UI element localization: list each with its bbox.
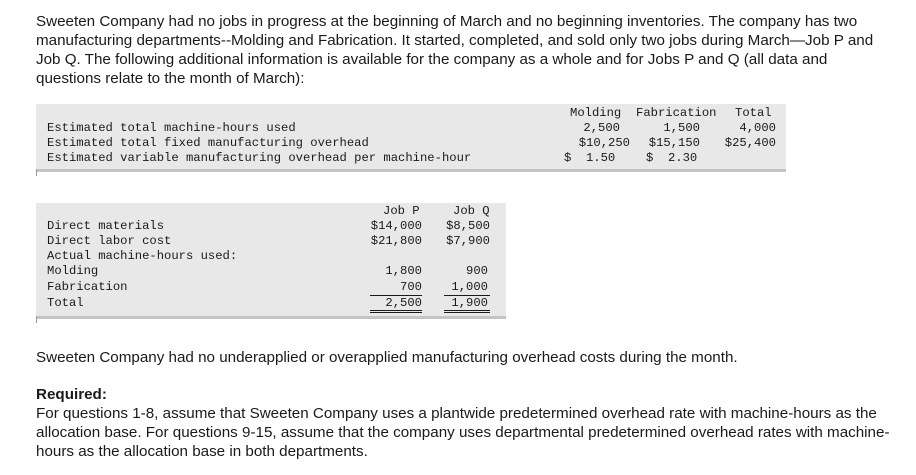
note-paragraph: Sweeten Company had no underapplied or overapplied manufacturing overhead costs during the month. (36, 349, 738, 366)
value-job-q-total-row: 1,000 (451, 280, 488, 294)
value-fabrication-machine-hours: 1,500 (663, 121, 700, 135)
value-job-p-total: 2,500 (385, 296, 422, 310)
value-molding-machine-hours: 2,500 (583, 121, 620, 135)
job-p-total-double-rule (370, 310, 422, 313)
value-molding-fixed-overhead: $10,250 (578, 136, 630, 150)
job-q-total-double-rule (444, 310, 490, 313)
estimates-table-border (36, 169, 786, 172)
row-label-total: Total (47, 296, 84, 310)
value-job-p-fabrication: 1,800 (385, 264, 422, 278)
required-text: For questions 1-8, assume that Sweeten Company uses a plantwide predetermined overhead rate with machine-hours as the allocation base. For questions 9-15, assume that the company uses departmental predetermined overhead rates with machine-hours as the allocation base in both departments. (36, 405, 890, 460)
value-fabrication-variable-rate: $ 2.30 (646, 151, 698, 165)
value-total-fixed-overhead: $25,400 (724, 136, 776, 150)
jobs-table-tick (36, 316, 37, 323)
value-job-q-direct-materials: $8,500 (446, 219, 490, 233)
value-job-q-fabrication: 900 (466, 264, 488, 278)
estimates-table-tick (36, 169, 37, 176)
row-label-fabrication: Fabrication (47, 280, 128, 294)
value-job-p-direct-materials: $14,000 (370, 219, 422, 233)
row-label-direct-labor: Direct labor cost (47, 234, 172, 248)
header-total: Total (735, 106, 772, 120)
row-label-molding: Molding (47, 264, 99, 278)
value-job-q-total: 1,900 (451, 296, 488, 310)
row-label-fixed-overhead: Estimated total fixed manufacturing overhead (47, 136, 369, 150)
header-job-q: Job Q (453, 204, 490, 218)
value-molding-variable-rate: $ 1.50 (564, 151, 616, 165)
value-job-q-direct-labor: $7,900 (446, 234, 490, 248)
row-label-variable-overhead-rate: Estimated variable manufacturing overhead per machine-hour (47, 151, 472, 165)
row-label-actual-machine-hours: Actual machine-hours used: (47, 249, 238, 263)
value-fabrication-fixed-overhead: $15,150 (648, 136, 700, 150)
value-total-machine-hours: 4,000 (739, 121, 776, 135)
intro-paragraph: Sweeten Company had no jobs in progress at the beginning of March and no beginning inventories. The company has two manufacturing departments--Molding and Fabrication. It started, completed, and sold only two jobs during March—Job P and Job Q. The following additional information is available for the company as a whole and for Jobs P and Q (all data and questions relate to the month of March): (36, 13, 874, 87)
row-label-machine-hours: Estimated total machine-hours used (47, 121, 296, 135)
jobs-table-border (36, 316, 506, 319)
header-job-p: Job P (383, 204, 420, 218)
value-job-p-direct-labor: $21,800 (370, 234, 422, 248)
required-heading: Required: (36, 386, 107, 403)
row-label-direct-materials: Direct materials (47, 219, 165, 233)
header-molding: Molding (570, 106, 622, 120)
value-job-p-total-row: 700 (400, 280, 422, 294)
header-fabrication: Fabrication (636, 106, 717, 120)
